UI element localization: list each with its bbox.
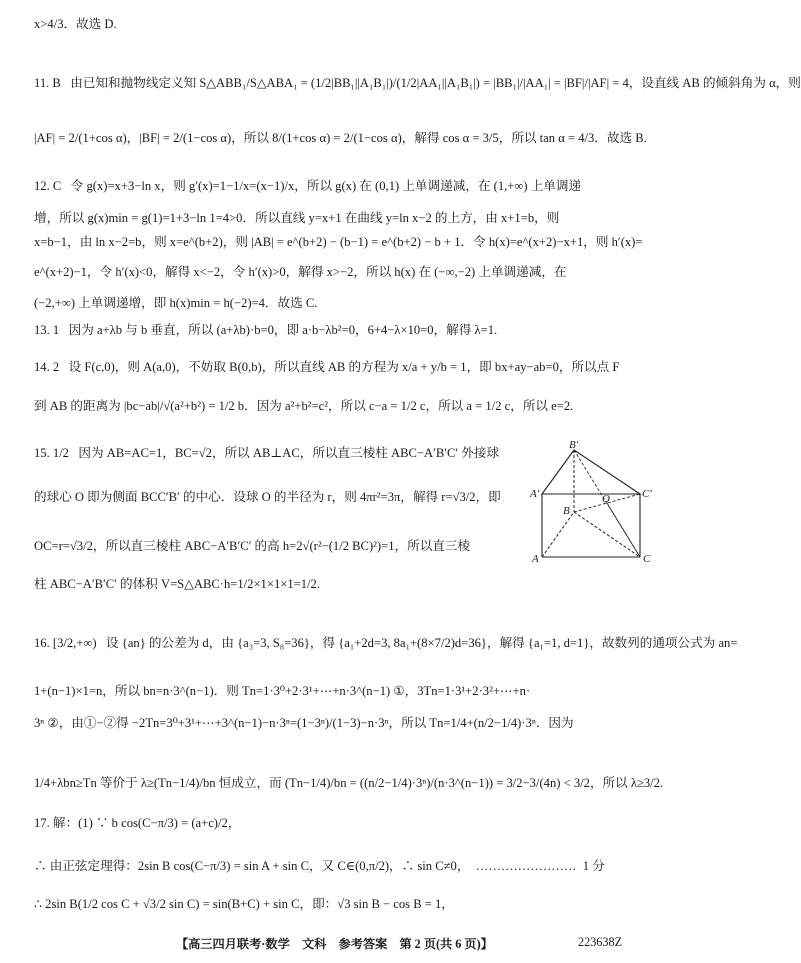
edge-bc xyxy=(574,512,640,557)
label-c: C xyxy=(643,553,651,565)
prism-figure xyxy=(530,439,660,566)
answer-16-line-1: 16. [3/2,+∞) 设 {an} 的公差为 d，由 {a₃=3, S₈=36}，得 {a₁+2d=3, 8a₁+(8×7/2)d=36}，解得 {a₁=1, d=1}，故数列的通项公式为 an= xyxy=(34,636,738,650)
label-b: B xyxy=(563,505,570,517)
answer-12-line-1: 12. C 令 g(x)=x+3−ln x，则 g′(x)=1−1/x=(x−1)/x，所以 g(x) 在 (0,1) 上单调递减，在 (1,+∞) 上单调递 xyxy=(34,179,582,193)
label-o: O xyxy=(602,493,610,505)
prism-top-face xyxy=(542,450,640,494)
answer-10-tail: x>4/3．故选 D. xyxy=(34,17,117,31)
answer-12-line-5: (−2,+∞) 上单调递增，即 h(x)min = h(−2)=4．故选 C. xyxy=(34,296,318,310)
answer-14-line-2: 到 AB 的距离为 |bc−ab|/√(a²+b²) = 1/2 b．因为 a²+b²=c²，所以 c−a = 1/2 c，所以 a = 1/2 c，所以 e=2. xyxy=(34,399,574,413)
answer-16-line-4: 1/4+λbn≥Tn 等价于 λ≥(Tn−1/4)/bn 恒成立，而 (Tn−1/4)/bn = ((n/2−1/4)·3ⁿ)/(n·3^(n−1)) = 3/2−3/(4n) < 3/2，所以 λ≥3/2. xyxy=(34,776,664,790)
label-a: A xyxy=(532,553,539,565)
answer-12-line-3: x=b−1，由 ln x−2=b，则 x=e^(b+2)，则 |AB| = e^(b+2) − (b−1) = e^(b+2) − b + 1．令 h(x)=e^(x+2)−x+1，则 h′(x)= xyxy=(34,235,643,249)
footer-title: 【高三四月联考·数学 文科 参考答案 第 2 页(共 6 页)】 xyxy=(176,937,493,951)
answer-15-line-3: OC=r=√3/2，所以直三棱柱 ABC−A′B′C′ 的高 h=2√(r²−(1/2 BC)²)=1，所以直三棱 xyxy=(34,539,471,553)
edge-ab xyxy=(542,512,574,557)
answer-15-line-1: 15. 1/2 因为 AB=AC=1，BC=√2，所以 AB⊥AC，所以直三棱柱 ABC−A′B′C′ 外接球 xyxy=(34,446,500,460)
answer-11-line-2: |AF| = 2/(1+cos α)，|BF| = 2/(1−cos α)，所以 8/(1+cos α) = 2/(1−cos α)，解得 cos α = 3/5，所以 tan α = 4/3．故选 B. xyxy=(34,131,647,145)
answer-17-line-3: ∴ 2sin B(1/2 cos C + √3/2 sin C) = sin(B+C) + sin C，即：√3 sin B − cos B = 1， xyxy=(34,897,454,911)
label-a-prime: A′ xyxy=(530,488,540,500)
label-b-prime: B′ xyxy=(569,439,579,451)
label-c-prime: C′ xyxy=(642,488,652,500)
answer-17-line-1: 17. 解：(1) ∵ b cos(C−π/3) = (a+c)/2， xyxy=(34,816,241,830)
answer-12-line-2: 增，所以 g(x)min = g(1)=1+3−ln 1=4>0．所以直线 y=x+1 在曲线 y=ln x−2 的上方，由 x+1=b，则 xyxy=(34,211,560,225)
footer-code: 223638Z xyxy=(578,935,623,949)
answer-17-line-2: ∴ 由正弦定理得：2sin B cos(C−π/3) = sin A + sin C，又 C∈(0,π/2)，∴ sin C≠0， …………………… 1 分 xyxy=(34,859,605,873)
answer-13: 13. 1 因为 a+λb 与 b 垂直，所以 (a+λb)·b=0，即 a·b−λb²=0，6+4−λ×10=0，解得 λ=1. xyxy=(34,323,498,337)
answer-15-line-4: 柱 ABC−A′B′C′ 的体积 V=S△ABC·h=1/2×1×1×1=1/2. xyxy=(34,577,320,591)
answer-15-line-2: 的球心 O 即为侧面 BCC′B′ 的中心．设球 O 的半径为 r，则 4πr²=3π，解得 r=√3/2，即 xyxy=(34,490,501,504)
answer-11-text-1: 11. B 由已知和抛物线定义知 S△ABB₁/S△ABA₁ = (1/2|BB₁||A₁B₁|)/(1/2|AA₁||A₁B₁|) = |BB₁|/|AA₁| = |BF|/|AF| = 4，设直线 AB 的倾斜角为 α，则 xyxy=(34,76,801,90)
answer-11-line-1 xyxy=(0,76,801,91)
answer-16-line-3: 3ⁿ ②，由①−②得 −2Tn=3⁰+3¹+⋯+3^(n−1)−n·3ⁿ=(1−3ⁿ)/(1−3)−n·3ⁿ，所以 Tn=1/4+(n/2−1/4)·3ⁿ．因为 xyxy=(34,716,574,730)
answer-16-line-2: 1+(n−1)×1=n，所以 bn=n·3^(n−1)．则 Tn=1·3⁰+2·3¹+⋯+n·3^(n−1) ①，3Tn=1·3¹+2·3²+⋯+n· xyxy=(34,684,531,698)
answer-12-line-4: e^(x+2)−1，令 h′(x)<0，解得 x<−2，令 h′(x)>0，解得 x>−2，所以 h(x) 在 (−∞,−2) 上单调递减，在 xyxy=(34,265,567,279)
answer-14-line-1: 14. 2 设 F(c,0)，则 A(a,0)，不妨取 B(0,b)，所以直线 AB 的方程为 x/a + y/b = 1，即 bx+ay−ab=0，所以点 F xyxy=(34,360,620,374)
